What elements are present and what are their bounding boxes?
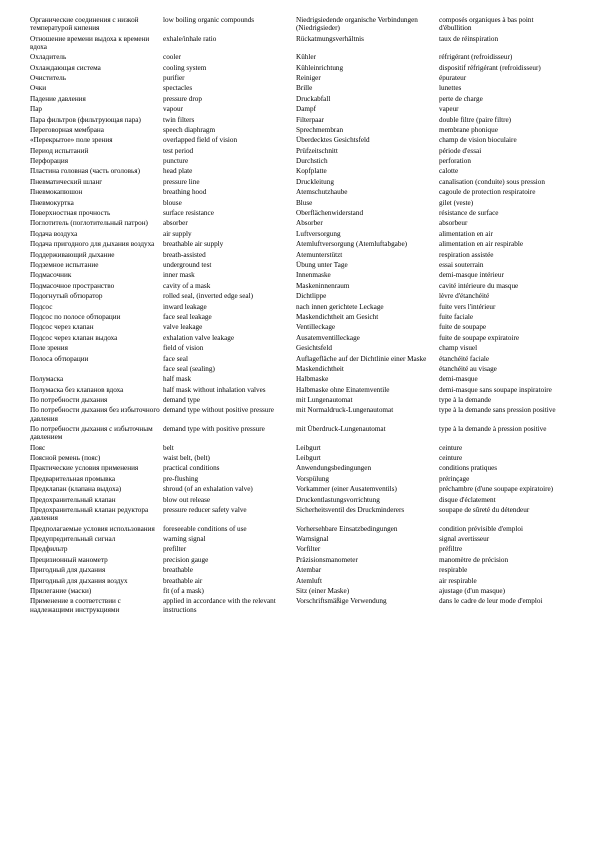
term-russian: Пластина головная (часть оголовья) — [30, 167, 140, 176]
term-french: alimentation en air respirable — [439, 240, 524, 249]
term-french: demi-masque intérieur — [439, 271, 504, 280]
term-russian: Практические условия применения — [30, 464, 139, 473]
term-german: Atemschutzhaube — [296, 188, 348, 197]
term-russian: Полоса обтюрации — [30, 354, 89, 363]
term-english: underground test — [163, 261, 212, 269]
term-russian: Падение давления — [30, 94, 86, 103]
term-english: demand type with positive pressure — [163, 425, 265, 434]
term-german: Atembar — [296, 566, 322, 575]
term-french: fuite de soupape — [439, 323, 487, 332]
term-russian: Пояс — [30, 443, 46, 452]
term-german: Vorschriftsmäßige Verwendung — [296, 597, 387, 606]
term-english: head plate — [163, 167, 193, 176]
term-german: Bluse — [296, 198, 313, 207]
term-french: manomètre de précision — [439, 555, 509, 564]
term-russian: Пар — [30, 105, 42, 114]
term-russian: Подсос — [30, 302, 53, 311]
term-english: overlapped field of vision — [163, 136, 238, 145]
term-russian: Пригодный для дыхания воздух — [30, 576, 128, 585]
table-row — [30, 157, 566, 167]
term-german: Ausatemventilleckage — [296, 333, 360, 342]
term-english: exhale/inhale ratio — [163, 34, 217, 43]
term-english: face seal — [163, 354, 188, 363]
table-row — [30, 454, 566, 464]
term-russian: Пневмокапюшон — [30, 188, 83, 197]
term-english: inward leakage — [163, 302, 207, 311]
term-english: breath-assisted — [163, 250, 206, 259]
term-french: fuite vers l'intérieur — [439, 302, 496, 311]
term-english: air supply — [163, 229, 192, 238]
term-russian: Подача воздуха — [30, 229, 78, 238]
term-russian: Подача пригодного для дыхания воздуха — [30, 240, 155, 249]
term-french: composés organiques à bas point d'ébullition — [439, 16, 534, 33]
term-english: pressure reducer safety valve — [163, 506, 247, 514]
table-row — [30, 199, 566, 209]
table-row — [30, 35, 566, 54]
term-french: fuite faciale — [439, 312, 474, 321]
term-german: mit Lungenautomat — [296, 396, 353, 405]
term-russian: Подсос по полосе обтюрации — [30, 312, 121, 321]
term-german: Vorfilter — [296, 545, 321, 554]
term-french: essai souterrain — [439, 261, 484, 269]
table-row — [30, 444, 566, 454]
table-row — [30, 167, 566, 177]
term-french: lunettes — [439, 84, 462, 93]
term-french: gilet (veste) — [439, 198, 474, 207]
term-russian: По потребности дыхания без избыточного давления — [30, 406, 160, 423]
term-french: résistance de surface — [439, 209, 499, 218]
term-german: Überdecktes Gesichtsfeld — [296, 136, 370, 145]
term-english: breathable air supply — [163, 240, 224, 249]
term-french: cagoule de protection respiratoire — [439, 188, 536, 197]
term-german: Atemunterstützt — [296, 250, 343, 259]
glossary-table — [30, 16, 566, 616]
term-english: surface resistance — [163, 209, 214, 218]
term-english: test period — [163, 146, 194, 155]
term-russian: Пара фильтров (фильтрующая пара) — [30, 115, 141, 124]
term-russian: Прилегание (маски) — [30, 586, 92, 595]
term-english: shroud (of an exhalation valve) — [163, 485, 253, 494]
term-english: half mask — [163, 375, 192, 384]
term-french: disque d'éclatement — [439, 495, 496, 504]
term-french: étanchéité au visage — [439, 364, 497, 373]
term-russian: Органические соединения с низкой температурой кипения — [30, 16, 139, 33]
term-french: cavité intérieure du masque — [439, 281, 519, 290]
term-english: pressure line — [163, 177, 200, 186]
table-row — [30, 16, 566, 35]
term-russian: Подмасочник — [30, 271, 72, 280]
term-french: vapeur — [439, 105, 459, 114]
term-german: Atemluft — [296, 576, 322, 585]
term-french: type à la demande à pression positive — [439, 425, 547, 434]
term-german: Anwendungsbedingungen — [296, 464, 372, 473]
term-french: réfrigérant (refroidisseur) — [439, 53, 513, 62]
term-english: breathing hood — [163, 188, 207, 197]
table-row — [30, 84, 566, 94]
term-english: cavity of a mask — [163, 281, 211, 290]
term-french: fuite de soupape expiratoire — [439, 333, 520, 342]
term-russian: Период испытаний — [30, 146, 89, 155]
table-row — [30, 230, 566, 240]
term-french: lèvre d'étanchéité — [439, 292, 490, 301]
term-english: cooler — [163, 53, 181, 62]
term-russian: Предохранительный клапан редуктора давления — [30, 506, 149, 523]
term-german: Dampf — [296, 105, 316, 114]
term-french: conditions pratiques — [439, 464, 498, 473]
table-row — [30, 577, 566, 587]
term-french: demi-masque — [439, 375, 478, 384]
term-french: demi-masque sans soupape inspiratoire — [439, 385, 552, 394]
term-french: signal avertisseur — [439, 534, 490, 543]
term-russian: Поглотитель (поглотительный патрон) — [30, 219, 148, 228]
table-row — [30, 219, 566, 229]
table-row — [30, 566, 566, 576]
term-english: cooling system — [163, 63, 207, 72]
term-english: half mask without inhalation valves — [163, 385, 266, 394]
term-french: préfiltre — [439, 545, 463, 554]
table-row — [30, 126, 566, 136]
term-english: exhalation valve leakage — [163, 333, 235, 342]
table-row — [30, 525, 566, 535]
term-russian: Перфорация — [30, 157, 69, 166]
term-russian: Подсос через клапан выдоха — [30, 333, 118, 342]
term-german: Sprechmembran — [296, 125, 344, 134]
table-row — [30, 271, 566, 281]
term-french: absorbeur — [439, 219, 468, 228]
table-row — [30, 209, 566, 219]
table-row — [30, 464, 566, 474]
term-english: twin filters — [163, 115, 195, 124]
term-french: préchambre (d'une soupape expiratoire) — [439, 485, 554, 494]
term-german: mit Überdruck-Lungenautomat — [296, 425, 386, 434]
table-row — [30, 178, 566, 188]
term-english: prefilter — [163, 545, 187, 554]
term-russian: Предохранительный клапан — [30, 495, 116, 504]
term-german: Druckentlastungsvorrichtung — [296, 495, 380, 504]
table-row — [30, 251, 566, 261]
term-german: Vorkammer (einer Ausatemventils) — [296, 485, 397, 494]
term-french: calotte — [439, 167, 459, 176]
term-russian: Пригодный для дыхания — [30, 566, 106, 575]
term-russian: Прецизионный манометр — [30, 555, 108, 564]
term-russian: Предварительная промывка — [30, 474, 116, 483]
term-english: belt — [163, 443, 174, 452]
table-row — [30, 545, 566, 555]
term-russian: Отношение времени выдоха к времени вдоха — [30, 34, 150, 51]
term-german: Maskendichtheit am Gesicht — [296, 312, 379, 321]
term-english: demand type — [163, 396, 200, 405]
table-row — [30, 597, 566, 616]
term-russian: Предупредительный сигнал — [30, 534, 116, 543]
term-french: air respirable — [439, 576, 477, 585]
table-row — [30, 323, 566, 333]
term-russian: Очиститель — [30, 73, 67, 82]
term-russian: Поверхностная прочность — [30, 209, 111, 218]
term-german: Vorhersehbare Einsatzbedingungen — [296, 524, 398, 533]
term-german: Luftversorgung — [296, 229, 341, 238]
table-row — [30, 425, 566, 444]
table-row — [30, 375, 566, 385]
table-row — [30, 406, 566, 425]
term-german: Leibgurt — [296, 454, 321, 463]
table-row — [30, 396, 566, 406]
term-german: mit Normaldruck-Lungenautomat — [296, 406, 394, 415]
term-english: breathable air — [163, 576, 203, 585]
table-row — [30, 386, 566, 396]
table-row — [30, 303, 566, 313]
term-german: Absorber — [296, 219, 323, 228]
table-row — [30, 105, 566, 115]
term-german: Auflagefläche auf der Dichtlinie einer Maske — [296, 354, 427, 363]
term-english: spectacles — [163, 84, 193, 93]
term-russian: Поддерживающий дыхание — [30, 250, 115, 259]
term-english: absorber — [163, 219, 188, 228]
term-german: Niedrigsiedende organische Verbindungen (Niedrigsieder) — [296, 16, 418, 33]
term-russian: Охлаждающая система — [30, 63, 101, 72]
term-russian: Подогнутый обтюратор — [30, 292, 103, 301]
term-german: Prüfzeitschnitt — [296, 146, 338, 155]
term-english: face seal (sealing) — [163, 364, 215, 373]
term-russian: Предфильтр — [30, 545, 68, 554]
term-french: type à la demande sans pression positive — [439, 406, 556, 415]
table-row — [30, 556, 566, 566]
term-german: Reiniger — [296, 73, 321, 82]
table-row — [30, 506, 566, 525]
term-english: face seal leakage — [163, 312, 212, 321]
term-russian: Подсос через клапан — [30, 323, 94, 332]
table-row — [30, 261, 566, 271]
term-russian: По потребности дыхания с избыточным давлением — [30, 425, 153, 442]
term-french: respiration assistée — [439, 250, 494, 259]
table-row — [30, 136, 566, 146]
term-german: Leibgurt — [296, 443, 321, 452]
term-english: pressure drop — [163, 94, 202, 103]
term-german: Sicherheitsventil des Druckminderers — [296, 506, 405, 514]
term-german: Präzisionsmanometer — [296, 555, 358, 564]
term-russian: Подземное испытание — [30, 261, 99, 269]
term-french: double filtre (paire filtre) — [439, 115, 512, 124]
term-english: warning signal — [163, 534, 206, 543]
term-english: precision gauge — [163, 555, 209, 564]
term-english: blouse — [163, 198, 182, 207]
term-german: Atemluftversorgung (Atemluftabgabe) — [296, 240, 408, 249]
table-row — [30, 355, 566, 365]
term-french: membrane phonique — [439, 125, 498, 134]
table-row — [30, 116, 566, 126]
table-row — [30, 496, 566, 506]
term-french: perforation — [439, 157, 471, 166]
term-french: champ visuel — [439, 344, 478, 353]
term-german: Vorspülung — [296, 474, 330, 483]
table-row — [30, 313, 566, 323]
table-row — [30, 282, 566, 292]
table-row — [30, 74, 566, 84]
table-row — [30, 64, 566, 74]
term-german: Brille — [296, 84, 313, 93]
term-russian: Предполагаемые условия использования — [30, 524, 155, 533]
table-row — [30, 292, 566, 302]
term-french: ceinture — [439, 454, 463, 463]
table-row — [30, 365, 566, 375]
term-russian: Подмасочное пространство — [30, 281, 115, 290]
term-german: Oberflächenwiderstand — [296, 209, 364, 218]
table-row — [30, 535, 566, 545]
term-russian: Предклапан (клапана выдоха) — [30, 485, 122, 494]
table-row — [30, 53, 566, 63]
term-russian: Охладитель — [30, 53, 67, 62]
term-french: condition prévisible d'emploi — [439, 524, 523, 533]
table-row — [30, 147, 566, 157]
term-russian — [30, 365, 163, 375]
term-german: Maskeninnenraum — [296, 281, 350, 290]
term-russian: По потребности дыхания — [30, 396, 108, 405]
term-french: prérinçage — [439, 474, 470, 483]
table-row — [30, 240, 566, 250]
term-german: Rückatmungsverhältnis — [296, 34, 364, 43]
term-russian: Применение в соответствии с надлежащими инструкциями — [30, 597, 121, 614]
term-german: Halbmaske ohne Einatemventile — [296, 385, 390, 394]
term-english: field of vision — [163, 344, 204, 353]
term-german: Ventilleckage — [296, 323, 336, 332]
term-german: Dichtlippe — [296, 292, 327, 301]
term-english: valve leakage — [163, 323, 203, 332]
term-german: Sitz (einer Maske) — [296, 586, 350, 595]
term-english: breathable — [163, 566, 193, 575]
term-german: Übung unter Tage — [296, 261, 348, 269]
term-french: étanchéité faciale — [439, 354, 490, 363]
term-german: nach innen gerichtete Leckage — [296, 302, 384, 311]
term-german: Maskendichtheit — [296, 364, 344, 373]
table-row — [30, 95, 566, 105]
term-russian: Полумаска — [30, 375, 64, 384]
term-russian: Поле зрения — [30, 344, 68, 353]
table-row — [30, 587, 566, 597]
term-french: dans le cadre de leur mode d'emploi — [439, 597, 543, 606]
term-german: Filterpaar — [296, 115, 324, 124]
term-german: Warnsignal — [296, 534, 329, 543]
term-german: Innenmaske — [296, 271, 331, 280]
term-french: type à la demande — [439, 396, 492, 405]
term-french: alimentation en air — [439, 229, 493, 238]
term-english: inner mask — [163, 271, 195, 280]
term-french: ajustage (d'un masque) — [439, 586, 505, 595]
term-english: rolled seal, (inverted edge seal) — [163, 292, 254, 301]
term-english: practical conditions — [163, 464, 220, 473]
term-english: vapour — [163, 105, 183, 114]
term-german: Kühleinrichtung — [296, 63, 344, 72]
term-french: respirable — [439, 566, 468, 575]
term-english: pre-flushing — [163, 474, 199, 483]
term-english: purifier — [163, 73, 185, 82]
term-russian: «Перекрытое» поле зрения — [30, 136, 113, 145]
table-row — [30, 485, 566, 495]
term-german: Druckleitung — [296, 177, 334, 186]
term-german: Kopfplatte — [296, 167, 327, 176]
term-english: low boiling organic compounds — [163, 16, 255, 24]
term-english: fit (of a mask) — [163, 586, 204, 595]
term-english: foreseeable conditions of use — [163, 524, 247, 533]
term-french: épurateur — [439, 73, 467, 82]
term-french: perte de charge — [439, 94, 483, 103]
term-english: puncture — [163, 157, 189, 166]
term-english: waist belt, (belt) — [163, 454, 210, 463]
term-german: Durchstich — [296, 157, 328, 166]
term-german: Halbmaske — [296, 375, 329, 384]
term-russian: Переговорная мембрана — [30, 125, 104, 134]
term-russian: Поясной ремень (пояс) — [30, 454, 101, 463]
term-russian: Пневматический шланг — [30, 177, 103, 186]
term-german: Kühler — [296, 53, 316, 62]
term-french: dispositif réfrigérant (refroidisseur) — [439, 63, 541, 72]
term-french: soupape de sûreté du détendeur — [439, 506, 530, 514]
term-english: blow out release — [163, 495, 211, 504]
table-row — [30, 188, 566, 198]
term-russian: Пневмокуртка — [30, 198, 74, 207]
term-french: canalisation (conduite) sous pression — [439, 177, 545, 186]
term-french: champ de vision bioculaire — [439, 136, 517, 145]
term-french: période d'essai — [439, 146, 482, 155]
glossary-body — [30, 16, 566, 616]
term-french: taux de réinspiration — [439, 34, 499, 43]
term-english: demand type without positive pressure — [163, 406, 274, 415]
table-row — [30, 334, 566, 344]
term-french: ceinture — [439, 443, 463, 452]
term-german: Druckabfall — [296, 94, 331, 103]
term-english: applied in accordance with the relevant instructions — [163, 597, 276, 614]
table-row — [30, 475, 566, 485]
term-russian: Полумаска без клапанов вдоха — [30, 385, 124, 394]
term-german: Gesichtsfeld — [296, 344, 332, 353]
term-english: speech diaphragm — [163, 125, 216, 134]
table-row — [30, 344, 566, 354]
term-russian: Очки — [30, 84, 47, 93]
